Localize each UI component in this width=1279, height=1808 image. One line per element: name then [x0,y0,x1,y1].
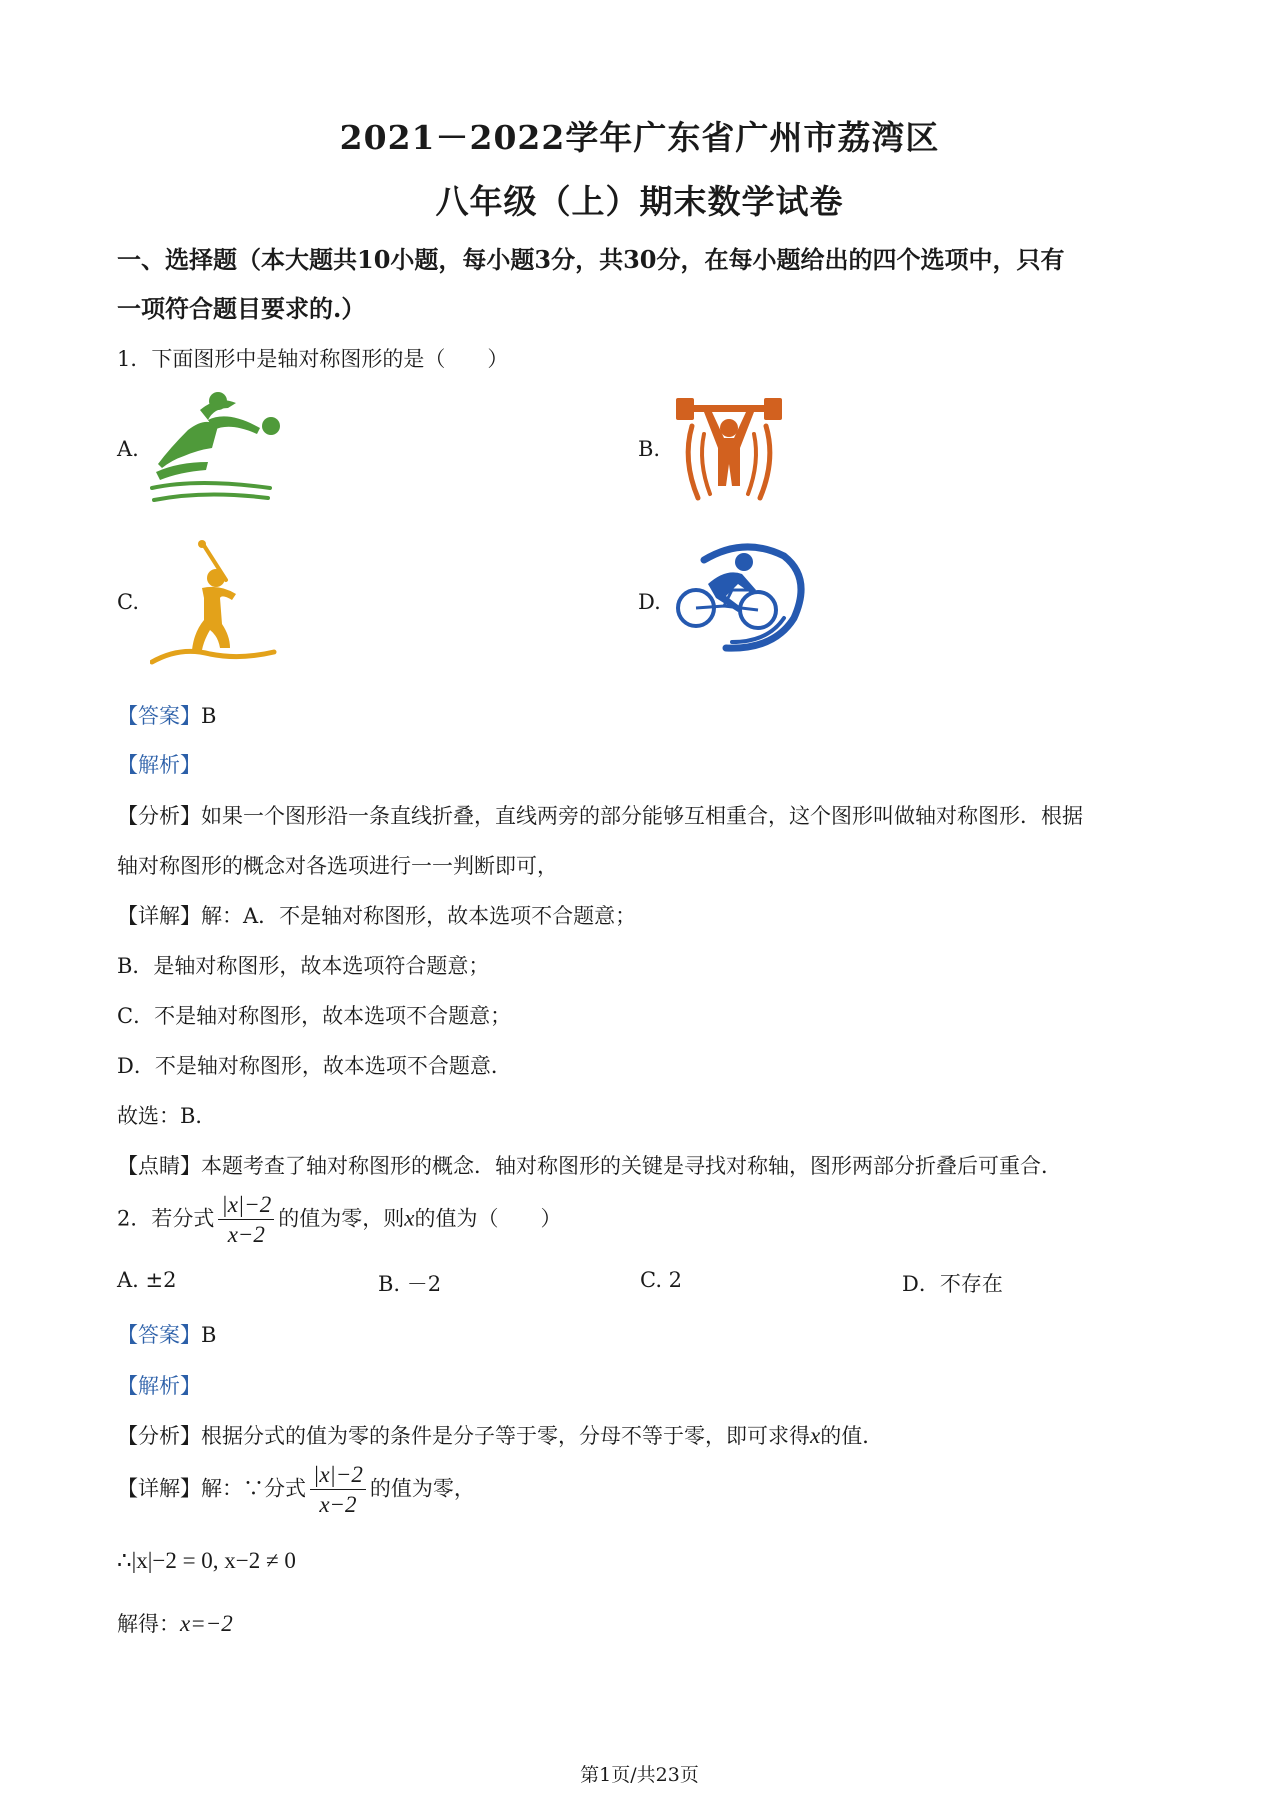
answer-tag: 【答案】 [117,1323,201,1347]
q1-option-c-label: C. [117,590,139,614]
q2-answer-value: B [201,1323,217,1347]
golfer-icon [150,536,278,666]
section-heading-line2: 一项符合题目要求的.） [117,294,366,323]
q2-option-a: A. ±2 [117,1268,177,1292]
dianjing-tag: 【点睛】 [117,1154,201,1178]
q2-analysis-tag: 【解析】 [117,1374,201,1398]
fenxi-tag: 【分析】 [117,1424,201,1448]
q2-fraction-repeat [310,1462,366,1518]
q1-answer-line [117,700,216,730]
doc-title-line2: 八年级（上）期末数学试卷 [435,182,844,221]
volleyball-player-icon [148,390,288,508]
q2-fenxi-pre: 根据分式的值为零的条件是分子等于零，分母不等于零，即可求得 [201,1424,810,1448]
fraction-numerator: |x|−2 [218,1192,274,1220]
q2-solve-value: x=−2 [180,1611,233,1636]
doc-title-line1: 2021－2022学年广东省广州市荔湾区 [339,118,940,157]
q2-stem-post2: 的值为（ ） [414,1206,562,1231]
xiangjie-tag: 【详解】 [117,1476,201,1501]
page-footer: 第1页/共23页 [580,1764,699,1786]
q2-xiangjie-line [117,1462,475,1518]
q1-choose: 故选：B． [117,1104,217,1128]
fraction-denominator: x−2 [227,1222,265,1248]
q2-fenxi-line [117,1420,883,1450]
q1-dianjing-line [117,1150,1062,1180]
q1-option-d-label: D. [638,590,661,614]
q1-xiangjie-line [117,900,636,930]
q2-stem-post1: 的值为零，则 [278,1206,405,1231]
q1-analysis-tag: 【解析】 [117,753,201,777]
xiangjie-tag: 【详解】 [117,904,201,928]
q1-dianjing-text: 本题考查了轴对称图形的概念．轴对称图形的关键是寻找对称轴，图形两部分折叠后可重合． [201,1154,1062,1178]
q2-option-b: B. －2 [378,1272,442,1296]
q1-fenxi-line2: 轴对称图形的概念对各选项进行一一判断即可， [117,854,558,878]
q1-answer-value: B [201,704,217,728]
cyclist-icon [668,538,808,656]
q2-therefore: ∴|x|−2 = 0, x−2 ≠ 0 [117,1548,296,1573]
answer-tag: 【答案】 [117,704,201,728]
q2-answer-line [117,1319,216,1349]
q1-line-d: D．不是轴对称图形，故本选项不合题意． [117,1054,512,1078]
q1-option-a-label: A. [117,437,139,461]
fraction-denominator: x−2 [319,1492,357,1518]
q1-line-b: B．是轴对称图形，故本选项符合题意； [117,954,490,978]
q2-fenxi-variable: x [810,1423,821,1448]
q1-line-c: C．不是轴对称图形，故本选项不合题意； [117,1004,512,1028]
q2-fraction [218,1192,274,1248]
fraction-numerator: |x|−2 [310,1462,366,1490]
q2-xiangjie-post: 的值为零， [369,1476,475,1501]
q2-option-d: D．不存在 [902,1272,1003,1296]
q1-fenxi-text: 如果一个图形沿一条直线折叠，直线两旁的部分能够互相重合，这个图形叫做轴对称图形．根据 [201,804,1083,828]
section-heading-line1: 一、选择题（本大题共10小题，每小题3分，共30分，在每小题给出的四个选项中，只有 [117,245,1065,274]
q1-option-b-label: B. [638,437,661,461]
q1-stem: 1．下面图形中是轴对称图形的是（ ） [117,347,509,371]
q2-variable: x [404,1205,415,1231]
q1-fenxi-line1 [117,800,1083,830]
q2-stem-pre: 2．若分式 [117,1206,215,1231]
q2-fenxi-post: 的值． [820,1424,884,1448]
q2-solve-label: 解得： [117,1612,180,1636]
fenxi-tag: 【分析】 [117,804,201,828]
q2-xiangjie-pre: 解：∵分式 [201,1476,306,1501]
q1-xiangjie-a: 解：A．不是轴对称图形，故本选项不合题意； [201,904,637,928]
q2-solve-line [117,1608,233,1638]
q2-option-c: C. 2 [640,1268,683,1292]
q2-stem [117,1192,561,1248]
weightlifter-icon [670,390,788,508]
